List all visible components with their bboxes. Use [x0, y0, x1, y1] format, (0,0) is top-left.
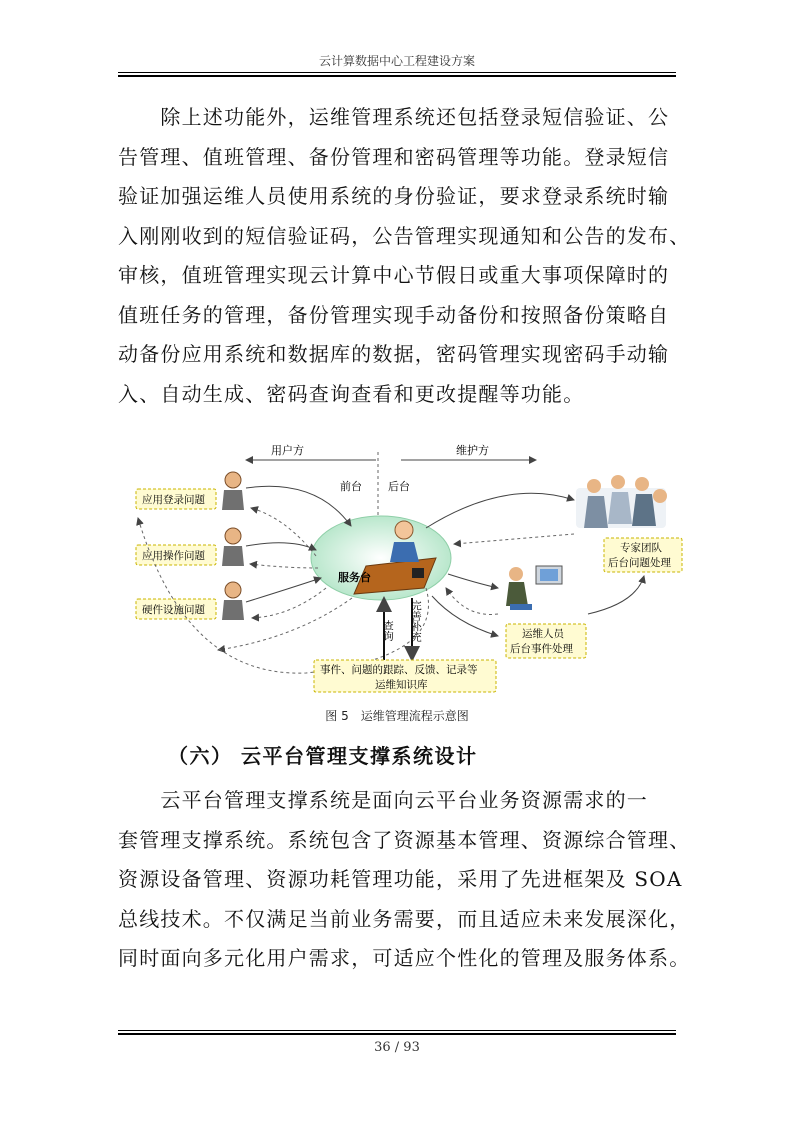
ops-staff-label: 运维人员	[522, 628, 564, 640]
section-title: （六） 云平台管理支撑系统设计	[168, 744, 478, 768]
expert-team-label: 专家团队	[620, 542, 662, 554]
figure-caption: 图 5 运维管理流程示意图	[325, 709, 469, 723]
label-front: 前台	[340, 480, 362, 493]
user-caller-icon	[222, 582, 244, 620]
footer-rule	[118, 1030, 676, 1035]
text-line: 同时面向多元化用户需求，可适应个性化的管理及服务体系。	[118, 946, 691, 970]
label-back: 后台	[388, 480, 410, 493]
text-line: 除上述功能外，运维管理系统还包括登录短信验证、公	[118, 105, 670, 129]
flow-arrow	[446, 588, 498, 614]
operator-body-icon	[390, 542, 419, 562]
text-line: 告管理、值班管理、备份管理和密码管理等功能。登录短信	[118, 144, 670, 169]
text-line: 审核，值班管理实现云计算中心节假日或重大事项保障时的	[118, 263, 670, 287]
flow-arrow	[246, 543, 316, 550]
knowledge-base-detail: 事件、问题的跟踪、反馈、记录等	[320, 664, 478, 676]
phone-icon	[412, 568, 424, 578]
knowledge-base-label: 运维知识库	[375, 679, 428, 691]
ops-flow-diagram	[126, 438, 686, 698]
text-line: 入刚刚收到的短信验证码，公告管理实现通知和公告的发布、	[118, 223, 691, 248]
text-line: 动备份应用系统和数据库的数据，密码管理实现密码手动输	[118, 342, 670, 366]
ops-staff-sub: 后台事件处理	[510, 643, 573, 655]
user-caller-icon	[222, 528, 244, 566]
problem-label: 应用登录问题	[142, 494, 205, 506]
header-rule	[118, 72, 676, 77]
flow-arrow	[454, 534, 574, 544]
label-query: 查询	[382, 620, 394, 641]
problem-label: 应用操作问题	[142, 550, 205, 562]
text-line: 云平台管理支撑系统是面向云平台业务资源需求的一	[118, 788, 648, 812]
paragraph-cloud-support	[118, 781, 691, 979]
ops-staff-icon	[506, 566, 562, 610]
label-service-desk: 服务台	[338, 571, 371, 584]
flow-arrow	[432, 596, 498, 636]
flow-arrow	[246, 486, 351, 526]
problem-label: 硬件设施问题	[142, 604, 205, 616]
flow-arrow	[448, 574, 498, 588]
text-line: 总线技术。不仅满足当前业务需要，而且适应未来发展深化，	[118, 906, 691, 931]
page-number: 36 / 93	[374, 1040, 420, 1055]
flow-arrow	[250, 564, 318, 568]
text-line: 验证加强运维人员使用系统的身份验证，要求登录系统时输	[118, 184, 670, 208]
flow-arrow	[251, 508, 316, 556]
paragraph-ops-functions	[118, 98, 691, 414]
user-caller-icon	[222, 472, 244, 510]
text-line: 入、自动生成、密码查询查看和更改提醒等功能。	[118, 381, 585, 406]
text-line: 套管理支撑系统。系统包含了资源基本管理、资源综合管理、	[118, 827, 691, 852]
flow-arrow	[252, 588, 326, 618]
expert-team-icon	[576, 475, 667, 528]
flow-arrow	[588, 576, 644, 614]
page-header: 云计算数据中心工程建设方案	[318, 54, 475, 68]
text-line: 值班任务的管理，备份管理实现手动备份和按照备份策略自	[118, 302, 670, 327]
operator-head-icon	[395, 521, 413, 539]
label-maint-side: 维护方	[456, 444, 489, 457]
text-line: 资源设备管理、资源功耗管理功能，采用了先进框架及 SOA	[118, 867, 683, 891]
flow-arrow	[426, 493, 574, 528]
flow-arrow	[246, 578, 321, 602]
expert-team-sub: 后台问题处理	[608, 557, 671, 569]
label-improve: 完善补充	[410, 600, 422, 642]
label-user-side: 用户方	[271, 444, 304, 457]
